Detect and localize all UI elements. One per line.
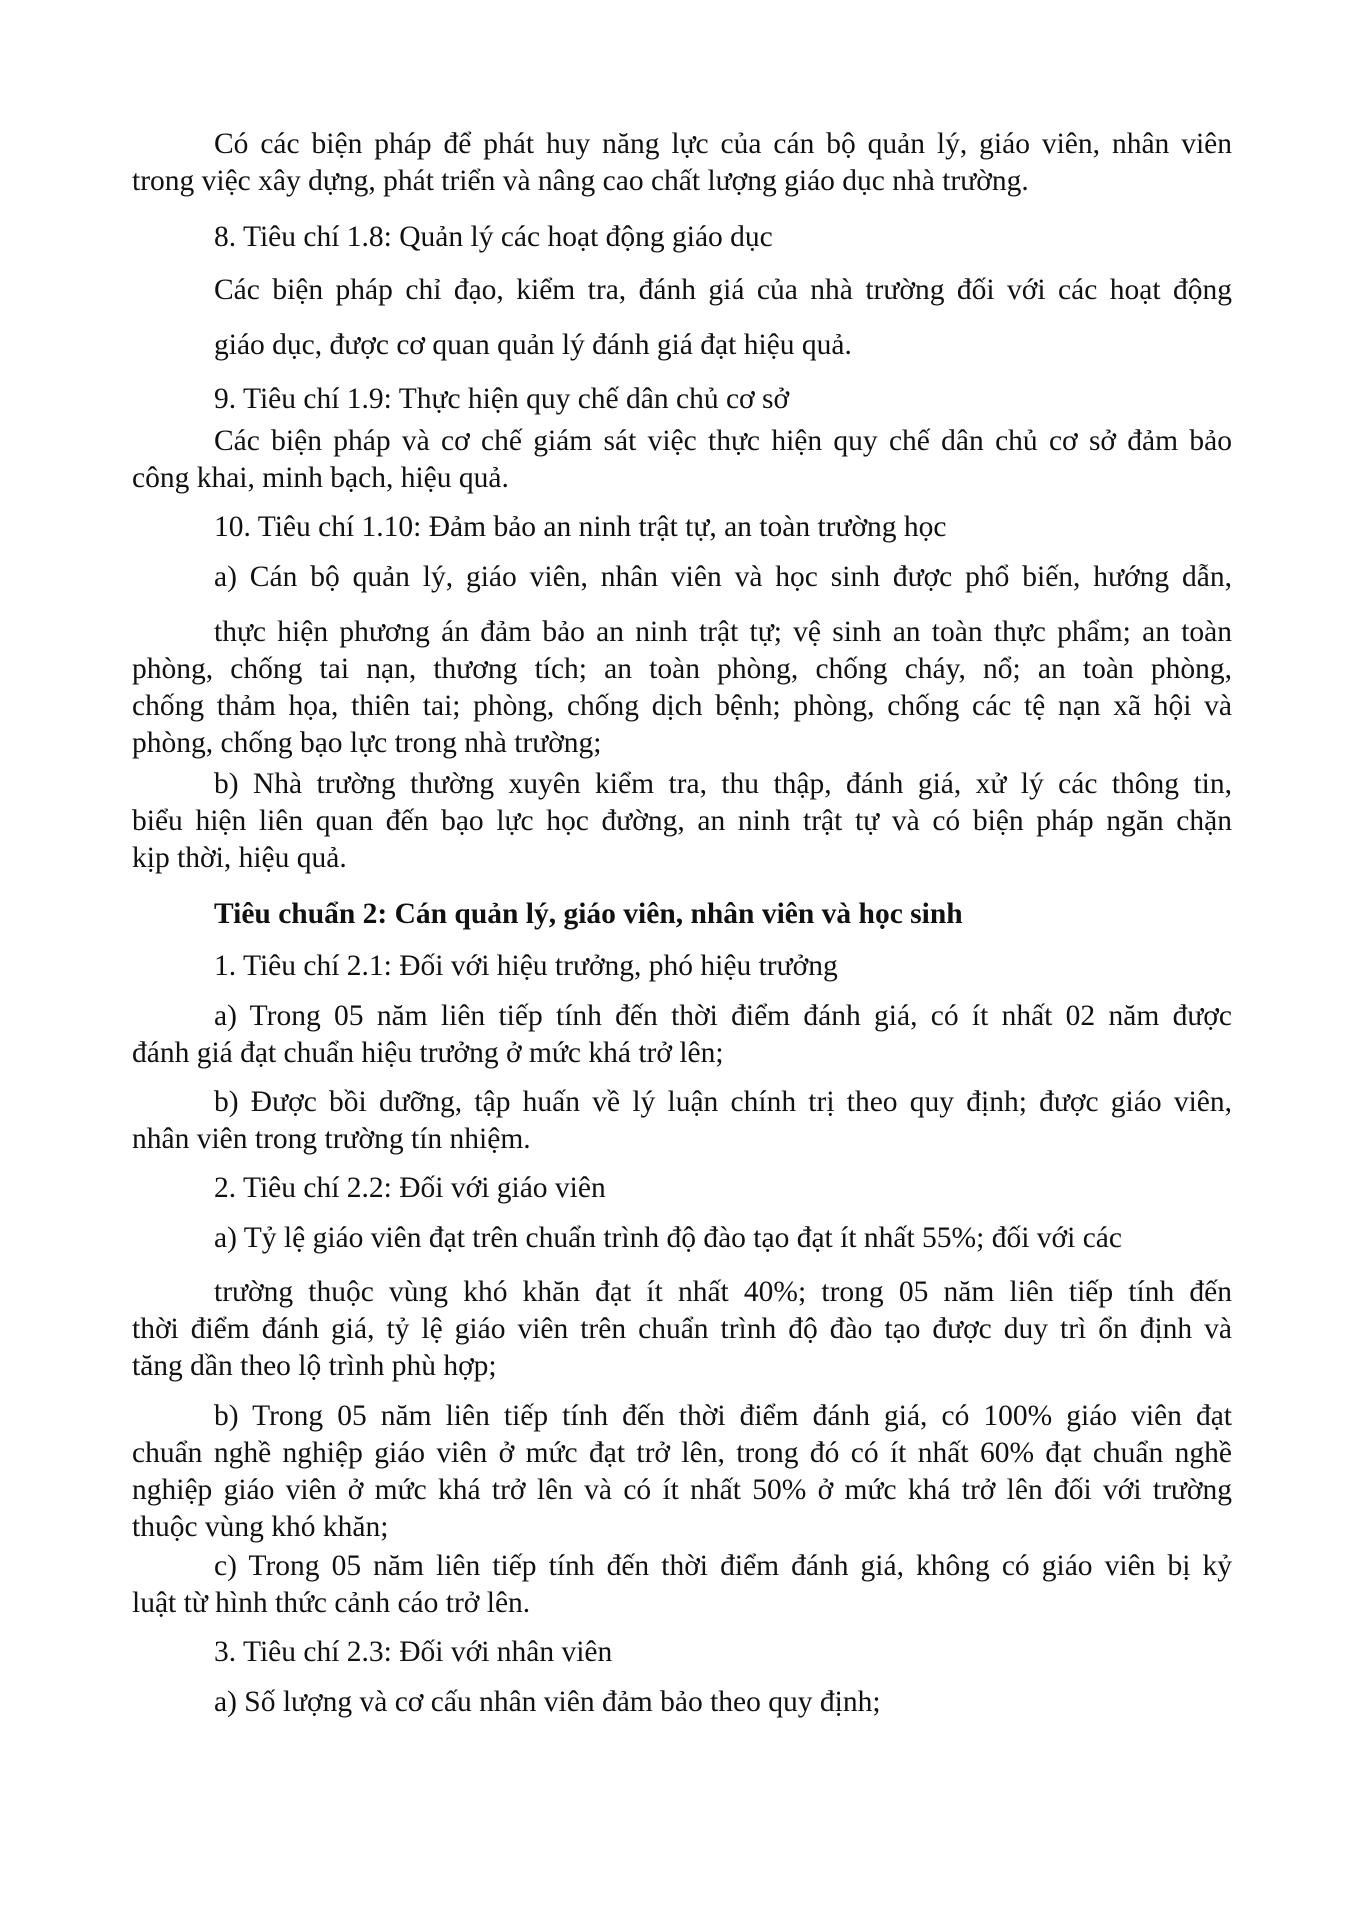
paragraph <box>132 423 1232 497</box>
text-line: a) Số lượng và cơ cấu nhân viên đảm bảo theo quy định; <box>214 1686 881 1718</box>
paragraph <box>132 559 1232 596</box>
text-line: nhân viên trong trường tín nhiệm. <box>132 1123 531 1155</box>
criterion-heading <box>132 219 1232 256</box>
paragraph <box>132 614 1232 762</box>
text-line: luật từ hình thức cảnh cáo trở lên. <box>132 1587 531 1619</box>
text-line: Các biện pháp chỉ đạo, kiểm tra, đánh giá của nhà trường đối với các hoạt động <box>214 274 1232 306</box>
paragraph <box>132 126 1232 200</box>
text-line: giáo dục, được cơ quan quản lý đánh giá đạt hiệu quả. <box>214 329 852 361</box>
text-line: thực hiện phương án đảm bảo an ninh trật tự; vệ sinh an toàn thực phẩm; an toàn <box>214 616 1232 648</box>
paragraph <box>132 272 1232 309</box>
text-line: đánh giá đạt chuẩn hiệu trưởng ở mức khá trở lên; <box>132 1037 724 1069</box>
text-line: thuộc vùng khó khăn; <box>132 1511 389 1543</box>
text-line: chuẩn nghề nghiệp giáo viên ở mức đạt trở lên, trong đó có ít nhất 60% đạt chuẩn nghề <box>132 1437 1232 1469</box>
text-line: Các biện pháp và cơ chế giám sát việc thực hiện quy chế dân chủ cơ sở đảm bảo <box>214 425 1232 457</box>
text-line: Có các biện pháp để phát huy năng lực của cán bộ quản lý, giáo viên, nhân viên <box>214 128 1232 160</box>
text-line: 1. Tiêu chí 2.1: Đối với hiệu trưởng, phó hiệu trưởng <box>214 950 838 982</box>
standard-heading <box>132 896 1232 933</box>
text-line: a) Tỷ lệ giáo viên đạt trên chuẩn trình độ đào tạo đạt ít nhất 55%; đối với các <box>214 1222 1122 1254</box>
text-line: nghiệp giáo viên ở mức khá trở lên và có ít nhất 50% ở mức khá trở lên đối với trường <box>132 1474 1232 1506</box>
text-line: 2. Tiêu chí 2.2: Đối với giáo viên <box>214 1172 606 1204</box>
paragraph <box>132 1220 1232 1257</box>
text-line: kịp thời, hiệu quả. <box>132 842 347 874</box>
text-line: a) Cán bộ quản lý, giáo viên, nhân viên và học sinh được phổ biến, hướng dẫn, <box>214 561 1232 593</box>
text-line: biểu hiện liên quan đến bạo lực học đường, an ninh trật tự và có biện pháp ngăn chặn <box>132 805 1232 837</box>
text-line: tăng dần theo lộ trình phù hợp; <box>132 1350 497 1382</box>
criterion-heading <box>132 948 1232 985</box>
text-line: c) Trong 05 năm liên tiếp tính đến thời điểm đánh giá, không có giáo viên bị kỷ <box>214 1550 1232 1582</box>
paragraph <box>132 1684 1232 1721</box>
text-line: thời điểm đánh giá, tỷ lệ giáo viên trên chuẩn trình độ đào tạo được duy trì ổn định và <box>132 1313 1232 1345</box>
text-line: chống thảm họa, thiên tai; phòng, chống dịch bệnh; phòng, chống các tệ nạn xã hội và <box>132 690 1232 722</box>
text-line: Tiêu chuẩn 2: Cán quản lý, giáo viên, nhân viên và học sinh <box>214 898 963 930</box>
text-line: b) Nhà trường thường xuyên kiểm tra, thu thập, đánh giá, xử lý các thông tin, <box>214 768 1232 800</box>
criterion-heading <box>132 509 1232 546</box>
text-line: công khai, minh bạch, hiệu quả. <box>132 462 509 494</box>
text-line: phòng, chống bạo lực trong nhà trường; <box>132 727 602 759</box>
text-line: 8. Tiêu chí 1.8: Quản lý các hoạt động giáo dục <box>214 221 773 253</box>
paragraph <box>132 327 1232 364</box>
text-line: trường thuộc vùng khó khăn đạt ít nhất 40%; trong 05 năm liên tiếp tính đến <box>214 1276 1232 1308</box>
criterion-heading <box>132 1634 1232 1671</box>
text-line: a) Trong 05 năm liên tiếp tính đến thời điểm đánh giá, có ít nhất 02 năm được <box>214 1000 1232 1032</box>
text-line: phòng, chống tai nạn, thương tích; an toàn phòng, chống cháy, nổ; an toàn phòng, <box>132 653 1232 685</box>
paragraph <box>132 1084 1232 1158</box>
text-line: b) Trong 05 năm liên tiếp tính đến thời điểm đánh giá, có 100% giáo viên đạt <box>214 1400 1232 1432</box>
criterion-heading <box>132 1170 1232 1207</box>
paragraph <box>132 1548 1232 1622</box>
text-line: 10. Tiêu chí 1.10: Đảm bảo an ninh trật tự, an toàn trường học <box>214 511 947 543</box>
paragraph <box>132 998 1232 1072</box>
paragraph <box>132 766 1232 877</box>
criterion-heading <box>132 381 1232 418</box>
paragraph <box>132 1274 1232 1385</box>
text-line: b) Được bồi dưỡng, tập huấn về lý luận chính trị theo quy định; được giáo viên, <box>214 1086 1232 1118</box>
text-line: trong việc xây dựng, phát triển và nâng cao chất lượng giáo dục nhà trường. <box>132 165 1029 197</box>
text-line: 3. Tiêu chí 2.3: Đối với nhân viên <box>214 1636 613 1668</box>
paragraph <box>132 1398 1232 1546</box>
text-line: 9. Tiêu chí 1.9: Thực hiện quy chế dân chủ cơ sở <box>214 383 790 415</box>
